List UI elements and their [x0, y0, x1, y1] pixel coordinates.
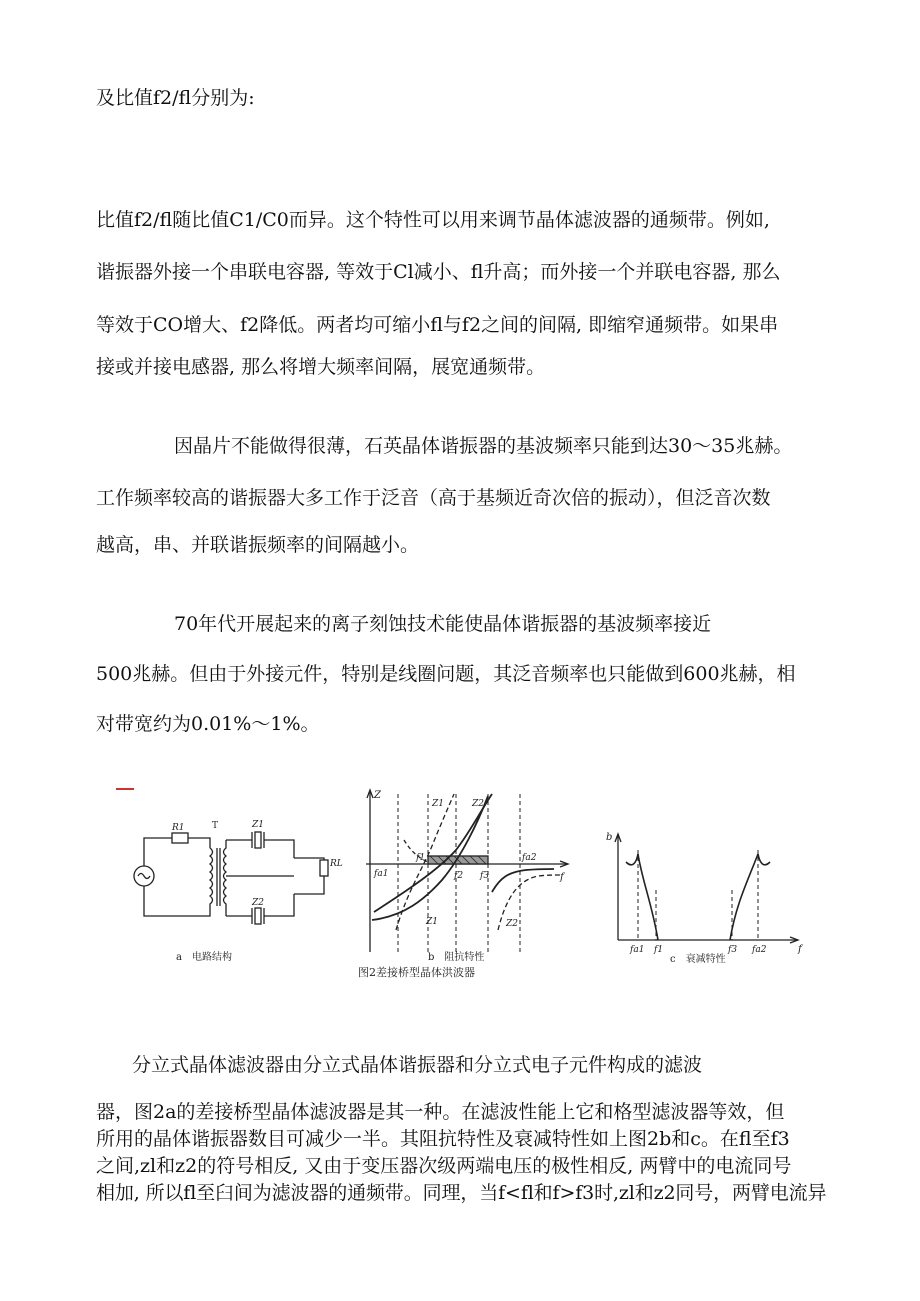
label-r1: R1	[172, 823, 185, 833]
label-f3: f3	[480, 871, 490, 881]
text-line: 所用的晶体谐振器数目可减少一半。其阻抗特性及衰减特性如上图2b和c。在fl至f3	[96, 1128, 790, 1150]
text-line: 比值f2/fl随比值C1/C0而异。这个特性可以用来调节晶体滤波器的通频带。例如,	[96, 209, 770, 231]
label-c-fa2: fa2	[752, 945, 767, 955]
text-line: 越高，串、并联谐振频率的间隔越小。	[96, 534, 420, 556]
text-line: 70年代开展起来的离子刻蚀技术能使晶体谐振器的基波频率接近	[174, 613, 712, 635]
label-c-f1: f1	[654, 945, 664, 955]
label-fa2: fa2	[522, 853, 537, 863]
label-z1-top: Z1	[432, 799, 444, 809]
text-line: 及比值f2/fl分别为:	[96, 87, 255, 109]
caption-a: a 电路结构	[176, 952, 232, 963]
impedance-chart	[366, 790, 568, 952]
text-line: 之间,zl和z2的符号相反, 又由于变压器次级两端电压的极性相反, 两臂中的电流同号	[96, 1155, 792, 1177]
label-z2-top: Z2	[472, 799, 484, 809]
figure-caption: 图2差接桥型晶体洪波器	[358, 966, 475, 979]
text-line: 对带宽约为0.01%～1%。	[96, 713, 320, 735]
text-line: 工作频率较高的谐振器大多工作于泛音（高于基频近奇次倍的振动），但泛音次数	[96, 487, 771, 509]
label-fa1: fa1	[374, 869, 389, 879]
label-z2: Z2	[252, 898, 264, 908]
label-c-fa1: fa1	[630, 945, 645, 955]
text-line: 因晶片不能做得很薄，石英晶体谐振器的基波频率只能到达30～35兆赫。	[174, 435, 793, 457]
label-z-axis: Z	[374, 790, 381, 801]
label-c-f3: f3	[728, 945, 738, 955]
figure-2	[108, 780, 820, 980]
label-rl: RL	[330, 859, 343, 869]
label-z1: Z1	[252, 820, 264, 830]
attenuation-chart	[615, 834, 798, 943]
text-line: 等效于CO增大、f2降低。两者均可缩小fl与f2之间的间隔, 即缩窄通频带。如果串	[96, 314, 779, 336]
text-line: 器，图2a的差接桥型晶体滤波器是其一种。在滤波性能上它和格型滤波器等效，但	[96, 1101, 785, 1123]
label-b-axis: b	[606, 832, 613, 843]
label-f-axis-c: f	[798, 944, 802, 955]
caption-c: c 衰减特性	[670, 954, 726, 965]
label-f1: f1	[416, 853, 426, 863]
label-f-axis: f	[560, 872, 564, 883]
label-z1-bottom: Z1	[426, 917, 438, 927]
label-t: T	[212, 821, 219, 831]
text-line: 接或并接电感器, 那么将增大频率间隔，展宽通频带。	[96, 356, 546, 378]
text-line: 分立式晶体滤波器由分立式晶体谐振器和分立式电子元件构成的滤波	[132, 1054, 703, 1076]
circuit-diagram	[116, 789, 328, 924]
text-line: 谐振器外接一个串联电容器, 等效于Cl减小、fl升高；而外接一个并联电容器, 那么	[96, 261, 781, 283]
label-f2: f2	[454, 871, 464, 881]
caption-b: b 阻抗特性	[428, 952, 485, 963]
label-z2-bottom: Z2	[506, 919, 518, 929]
text-line: 500兆赫。但由于外接元件，特别是线圈问题，其泛音频率也只能做到600兆赫，相	[96, 663, 796, 685]
text-line: 相加, 所以fl至臼间为滤波器的通频带。同理，当f<fl和f>f3时,zl和z2同号，两臂电流异	[96, 1182, 827, 1204]
